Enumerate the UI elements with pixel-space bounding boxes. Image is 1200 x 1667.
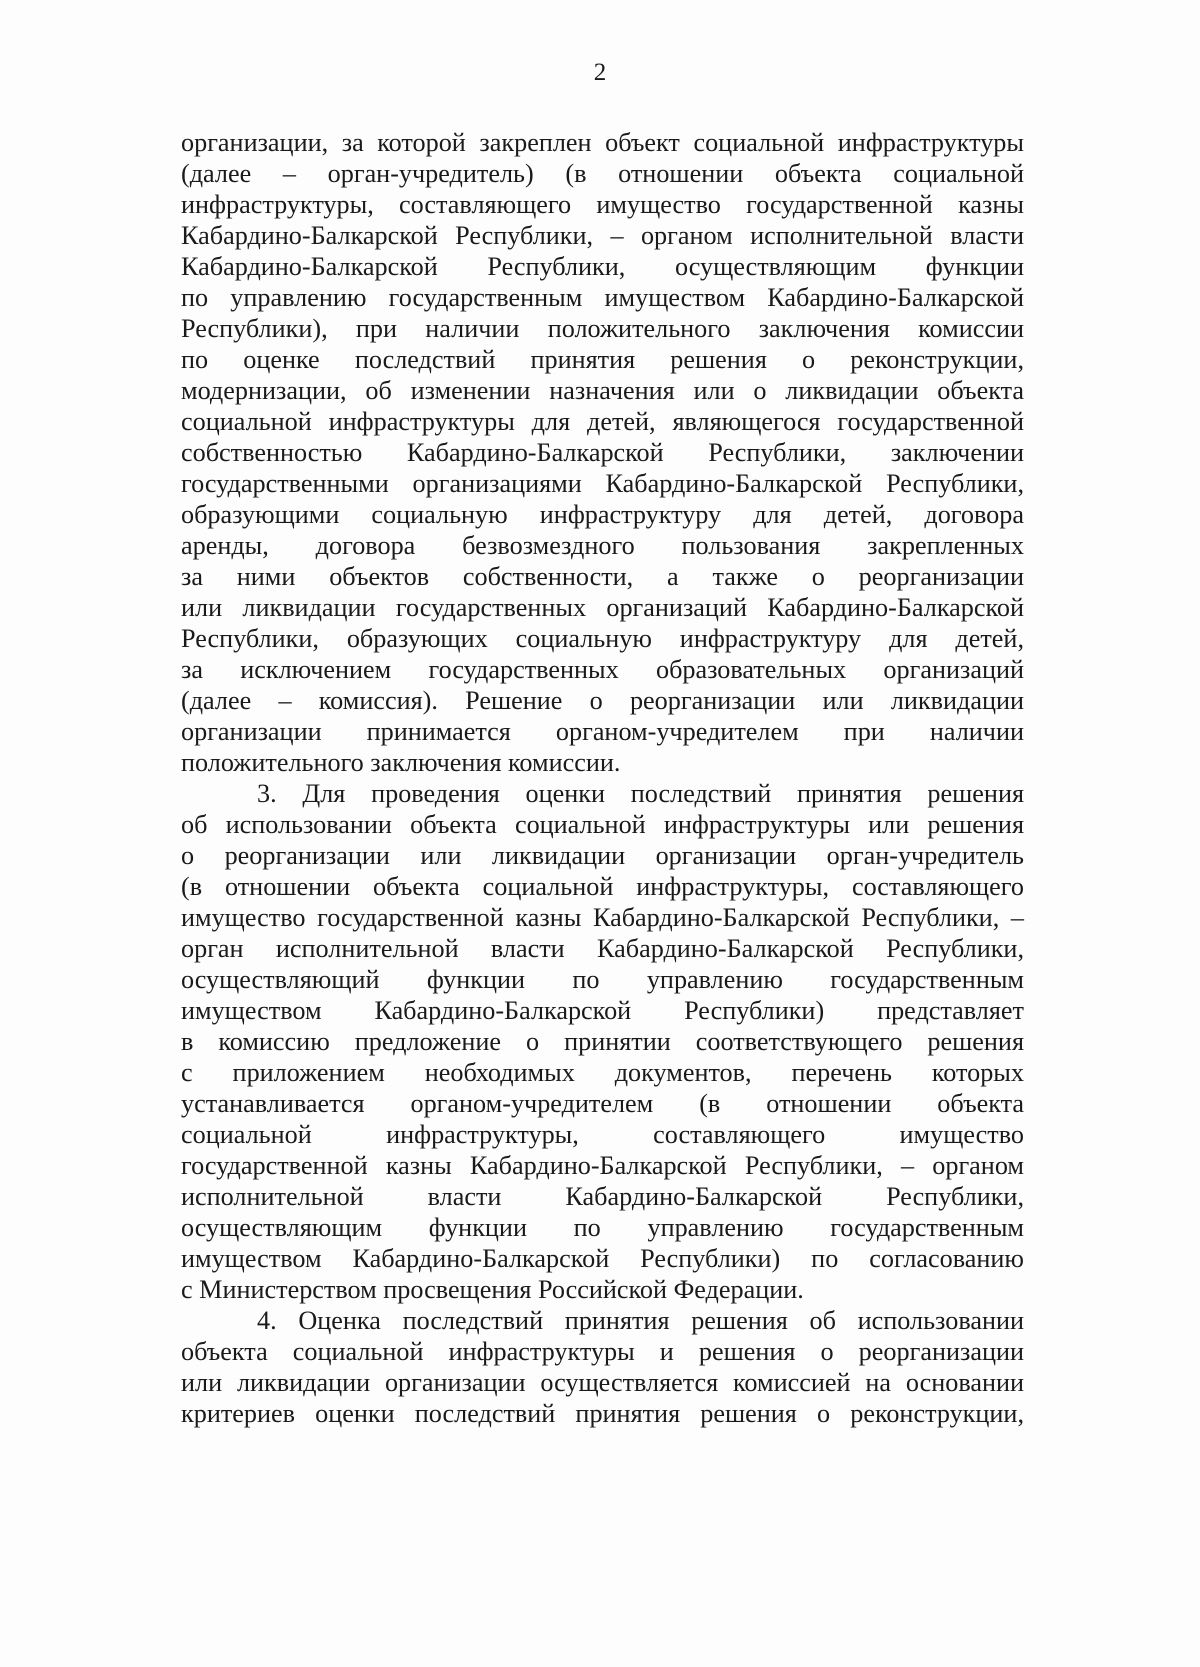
text-line: государственной казны Кабардино-Балкарской Республики, – органом	[181, 1151, 1024, 1180]
text-line: за исключением государственных образовательных организаций	[181, 655, 1024, 684]
text-line: (в отношении объекта социальной инфраструктуры, составляющего	[181, 872, 1024, 901]
text-line: имущество государственной казны Кабардино-Балкарской Республики, –	[181, 903, 1024, 932]
text-line: (далее – орган-учредитель) (в отношении объекта социальной	[181, 159, 1024, 188]
page-number: 2	[593, 59, 607, 86]
text-line: о реорганизации или ликвидации организации орган-учредитель	[181, 841, 1024, 870]
text-line: аренды, договора безвозмездного пользования закрепленных	[181, 531, 1024, 560]
text-line: модернизации, об изменении назначения или о ликвидации объекта	[181, 376, 1024, 405]
text-line: 3. Для проведения оценки последствий принятия решения	[257, 779, 1024, 808]
text-line: осуществляющим функции по управлению государственным	[181, 1213, 1024, 1242]
text-line: осуществляющий функции по управлению государственным	[181, 965, 1024, 994]
text-line: или ликвидации государственных организаций Кабардино-Балкарской	[181, 593, 1024, 622]
text-line: с Министерством просвещения Российской Федерации.	[181, 1275, 804, 1304]
text-line: инфраструктуры, составляющего имущество государственной казны	[181, 190, 1024, 219]
text-line: Кабардино-Балкарской Республики, – органом исполнительной власти	[181, 221, 1024, 250]
text-line: объекта социальной инфраструктуры и решения о реорганизации	[181, 1337, 1024, 1366]
paragraph-3	[181, 1305, 1024, 1429]
text-line: Республики, образующих социальную инфраструктуру для детей,	[181, 624, 1024, 653]
text-line: имуществом Кабардино-Балкарской Республики) по согласованию	[181, 1244, 1024, 1273]
text-line: 4. Оценка последствий принятия решения об использовании	[257, 1306, 1024, 1335]
text-line: образующими социальную инфраструктуру для детей, договора	[181, 500, 1024, 529]
text-line: об использовании объекта социальной инфраструктуры или решения	[181, 810, 1024, 839]
text-line: социальной инфраструктуры для детей, являющегося государственной	[181, 407, 1024, 436]
text-line: с приложением необходимых документов, перечень которых	[181, 1058, 1024, 1087]
text-line: по управлению государственным имуществом Кабардино-Балкарской	[181, 283, 1024, 312]
text-line: по оценке последствий принятия решения о реконструкции,	[181, 345, 1024, 374]
paragraph-2	[181, 778, 1024, 1305]
text-line: (далее – комиссия). Решение о реорганизации или ликвидации	[181, 686, 1024, 715]
text-line: положительного заключения комиссии.	[181, 748, 621, 777]
text-line: в комиссию предложение о принятии соответствующего решения	[181, 1027, 1024, 1056]
text-line: социальной инфраструктуры, составляющего имущество	[181, 1120, 1024, 1149]
document-body	[181, 127, 1024, 1429]
text-line: устанавливается органом-учредителем (в отношении объекта	[181, 1089, 1024, 1118]
text-line: имуществом Кабардино-Балкарской Республики) представляет	[181, 996, 1024, 1025]
text-line: организации принимается органом-учредителем при наличии	[181, 717, 1024, 746]
text-line: Кабардино-Балкарской Республики, осуществляющим функции	[181, 252, 1024, 281]
text-line: Республики), при наличии положительного заключения комиссии	[181, 314, 1024, 343]
text-line: государственными организациями Кабардино-Балкарской Республики,	[181, 469, 1024, 498]
text-line: собственностью Кабардино-Балкарской Республики, заключении	[181, 438, 1024, 467]
text-line: за ними объектов собственности, а также о реорганизации	[181, 562, 1024, 591]
text-line: организации, за которой закреплен объект социальной инфраструктуры	[181, 128, 1024, 157]
paragraph-1	[181, 127, 1024, 778]
text-line: исполнительной власти Кабардино-Балкарской Республики,	[181, 1182, 1024, 1211]
text-line: или ликвидации организации осуществляется комиссией на основании	[181, 1368, 1024, 1397]
text-line: орган исполнительной власти Кабардино-Балкарской Республики,	[181, 934, 1024, 963]
text-line: критериев оценки последствий принятия решения о реконструкции,	[181, 1399, 1024, 1428]
